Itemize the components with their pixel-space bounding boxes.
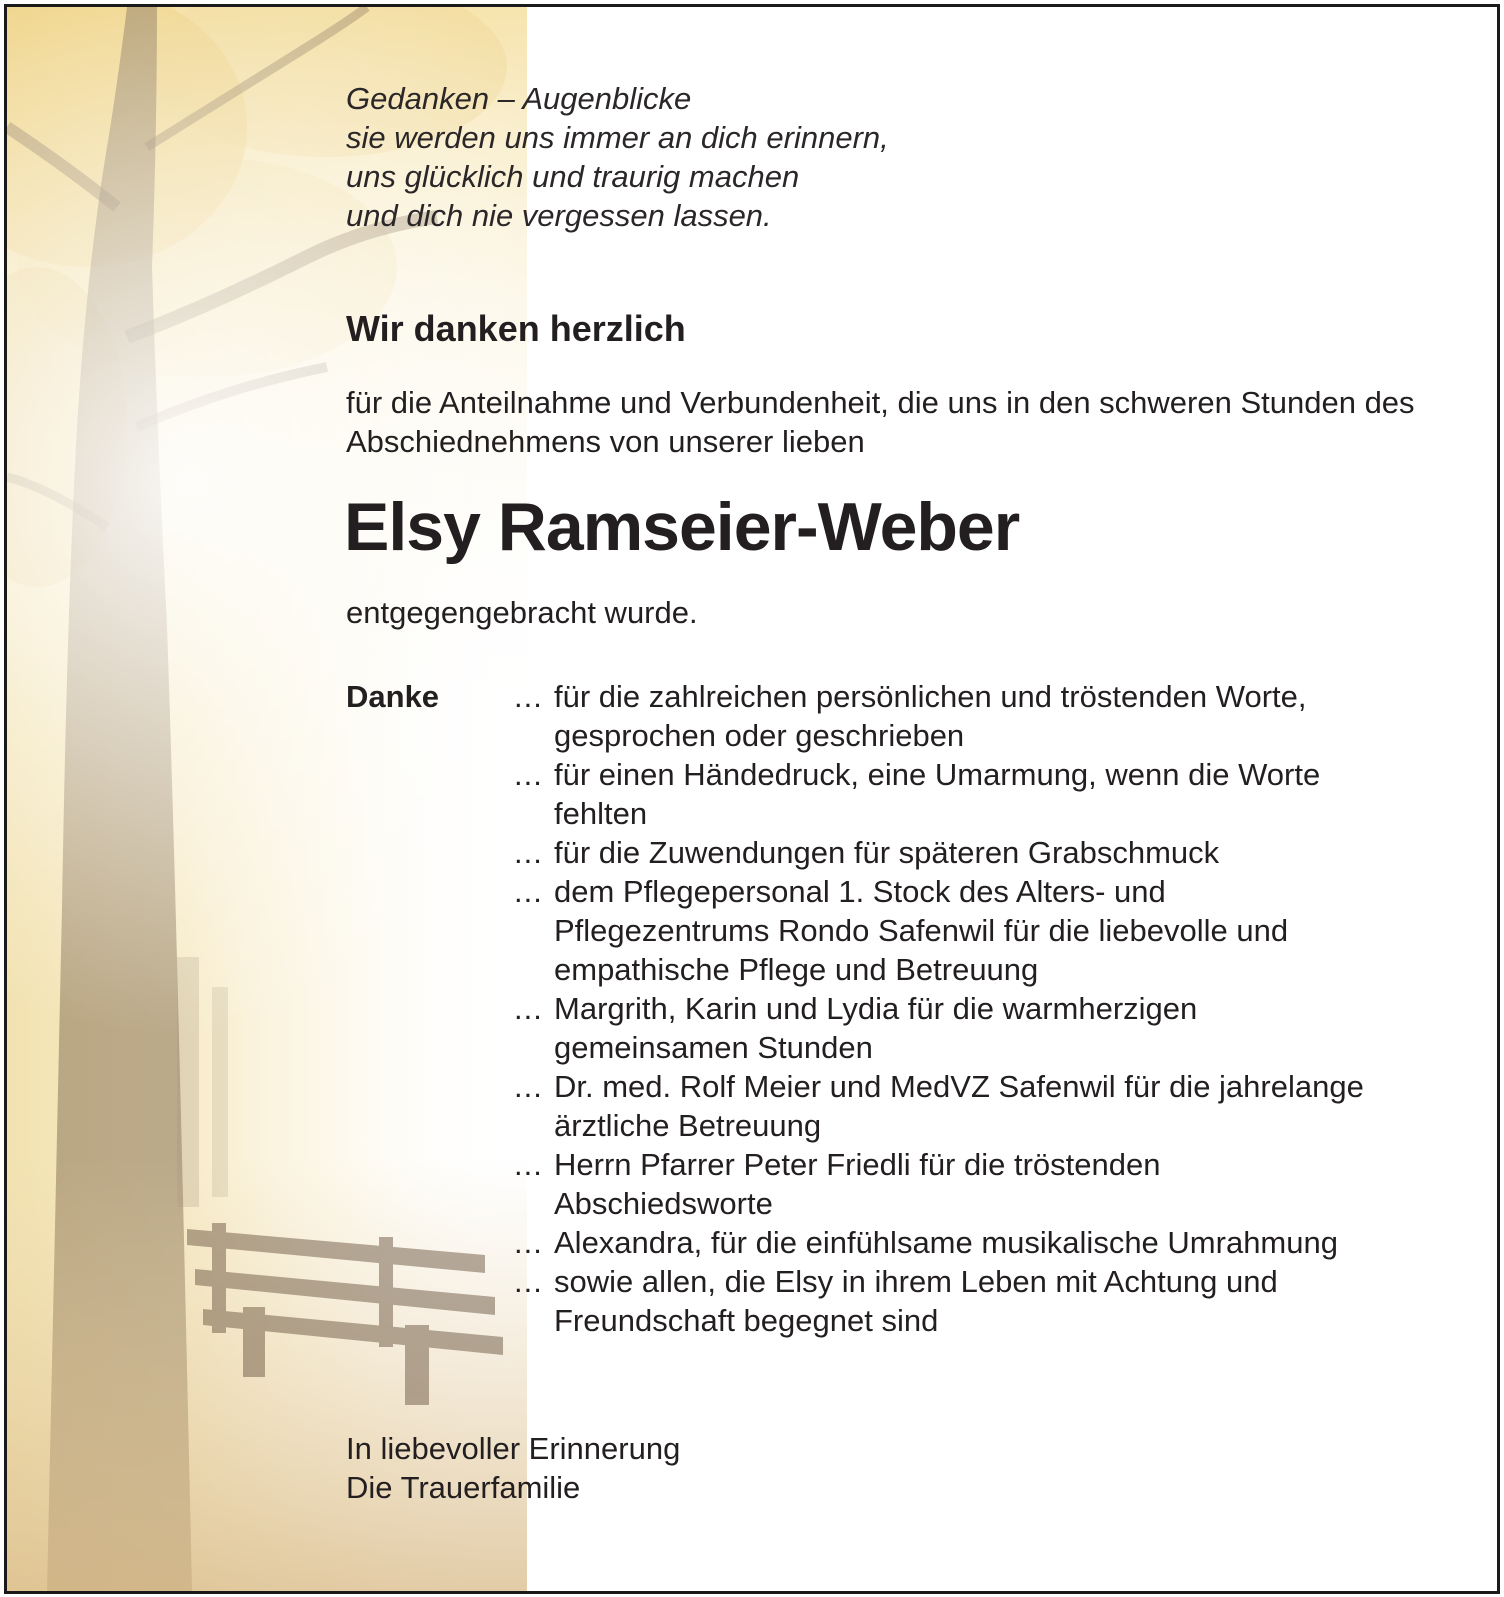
- poem: [346, 79, 889, 235]
- danke-item-text: für einen Händedruck, eine Umarmung, wenn die Worte fehlten: [554, 757, 1321, 831]
- closing-signature: [346, 1429, 680, 1507]
- obituary-ad: [4, 4, 1500, 1594]
- ellipsis-bullet: ...: [514, 991, 543, 1026]
- danke-item: [514, 1067, 1374, 1145]
- danke-item: [514, 872, 1374, 989]
- danke-item-text: Herrn Pfarrer Peter Friedli für die tröstenden Abschiedsworte: [554, 1147, 1161, 1221]
- danke-item: [514, 677, 1374, 755]
- poem-line: sie werden uns immer an dich erinnern,: [346, 120, 889, 155]
- danke-item-text: für die zahlreichen persönlichen und tröstenden Worte, gesprochen oder geschrieben: [554, 679, 1307, 753]
- danke-item: [514, 989, 1374, 1067]
- danke-item-text: Margrith, Karin und Lydia für die warmherzigen gemeinsamen Stunden: [554, 991, 1198, 1065]
- danke-item: [514, 1223, 1374, 1262]
- family-signature: Die Trauerfamilie: [346, 1470, 581, 1505]
- poem-line: uns glücklich und traurig machen: [346, 159, 800, 194]
- danke-item: [514, 1262, 1374, 1340]
- intro-text: für die Anteilnahme und Verbundenheit, die uns in den schweren Stunden des Abschiednehmens von unserer lieben: [346, 385, 1415, 459]
- after-name-text: entgegengebracht wurde.: [346, 595, 698, 630]
- danke-item: [514, 755, 1374, 833]
- danke-item-text: für die Zuwendungen für späteren Grabschmuck: [554, 835, 1220, 870]
- danke-item-text: dem Pflegepersonal 1. Stock des Alters- und Pflegezentrums Rondo Safenwil für die liebevolle und empathische Pflege und Betreuung: [554, 874, 1289, 987]
- danke-item: [514, 1145, 1374, 1223]
- ellipsis-bullet: ...: [514, 679, 543, 714]
- ellipsis-bullet: ...: [514, 1069, 543, 1104]
- ellipsis-bullet: ...: [514, 1264, 543, 1299]
- closing-line: In liebevoller Erinnerung: [346, 1431, 681, 1466]
- poem-line: Gedanken – Augenblicke: [346, 81, 692, 116]
- ellipsis-bullet: ...: [514, 1225, 543, 1260]
- deceased-name: Elsy Ramseier-Weber: [344, 489, 1020, 565]
- poem-line: und dich nie vergessen lassen.: [346, 198, 772, 233]
- danke-item-text: sowie allen, die Elsy in ihrem Leben mit Achtung und Freundschaft begegnet sind: [554, 1264, 1278, 1338]
- danke-item-text: Dr. med. Rolf Meier und MedVZ Safenwil für die jahrelange ärztliche Betreuung: [554, 1069, 1364, 1143]
- ellipsis-bullet: ...: [514, 835, 543, 870]
- danke-item: [514, 833, 1374, 872]
- ellipsis-bullet: ...: [514, 757, 543, 792]
- danke-list: [514, 677, 1374, 1340]
- thanks-heading: Wir danken herzlich: [346, 308, 686, 349]
- ellipsis-bullet: ...: [514, 874, 543, 909]
- ellipsis-bullet: ...: [514, 1147, 543, 1182]
- danke-item-text: Alexandra, für die einfühlsame musikalische Umrahmung: [554, 1225, 1338, 1260]
- danke-label: Danke: [346, 679, 440, 714]
